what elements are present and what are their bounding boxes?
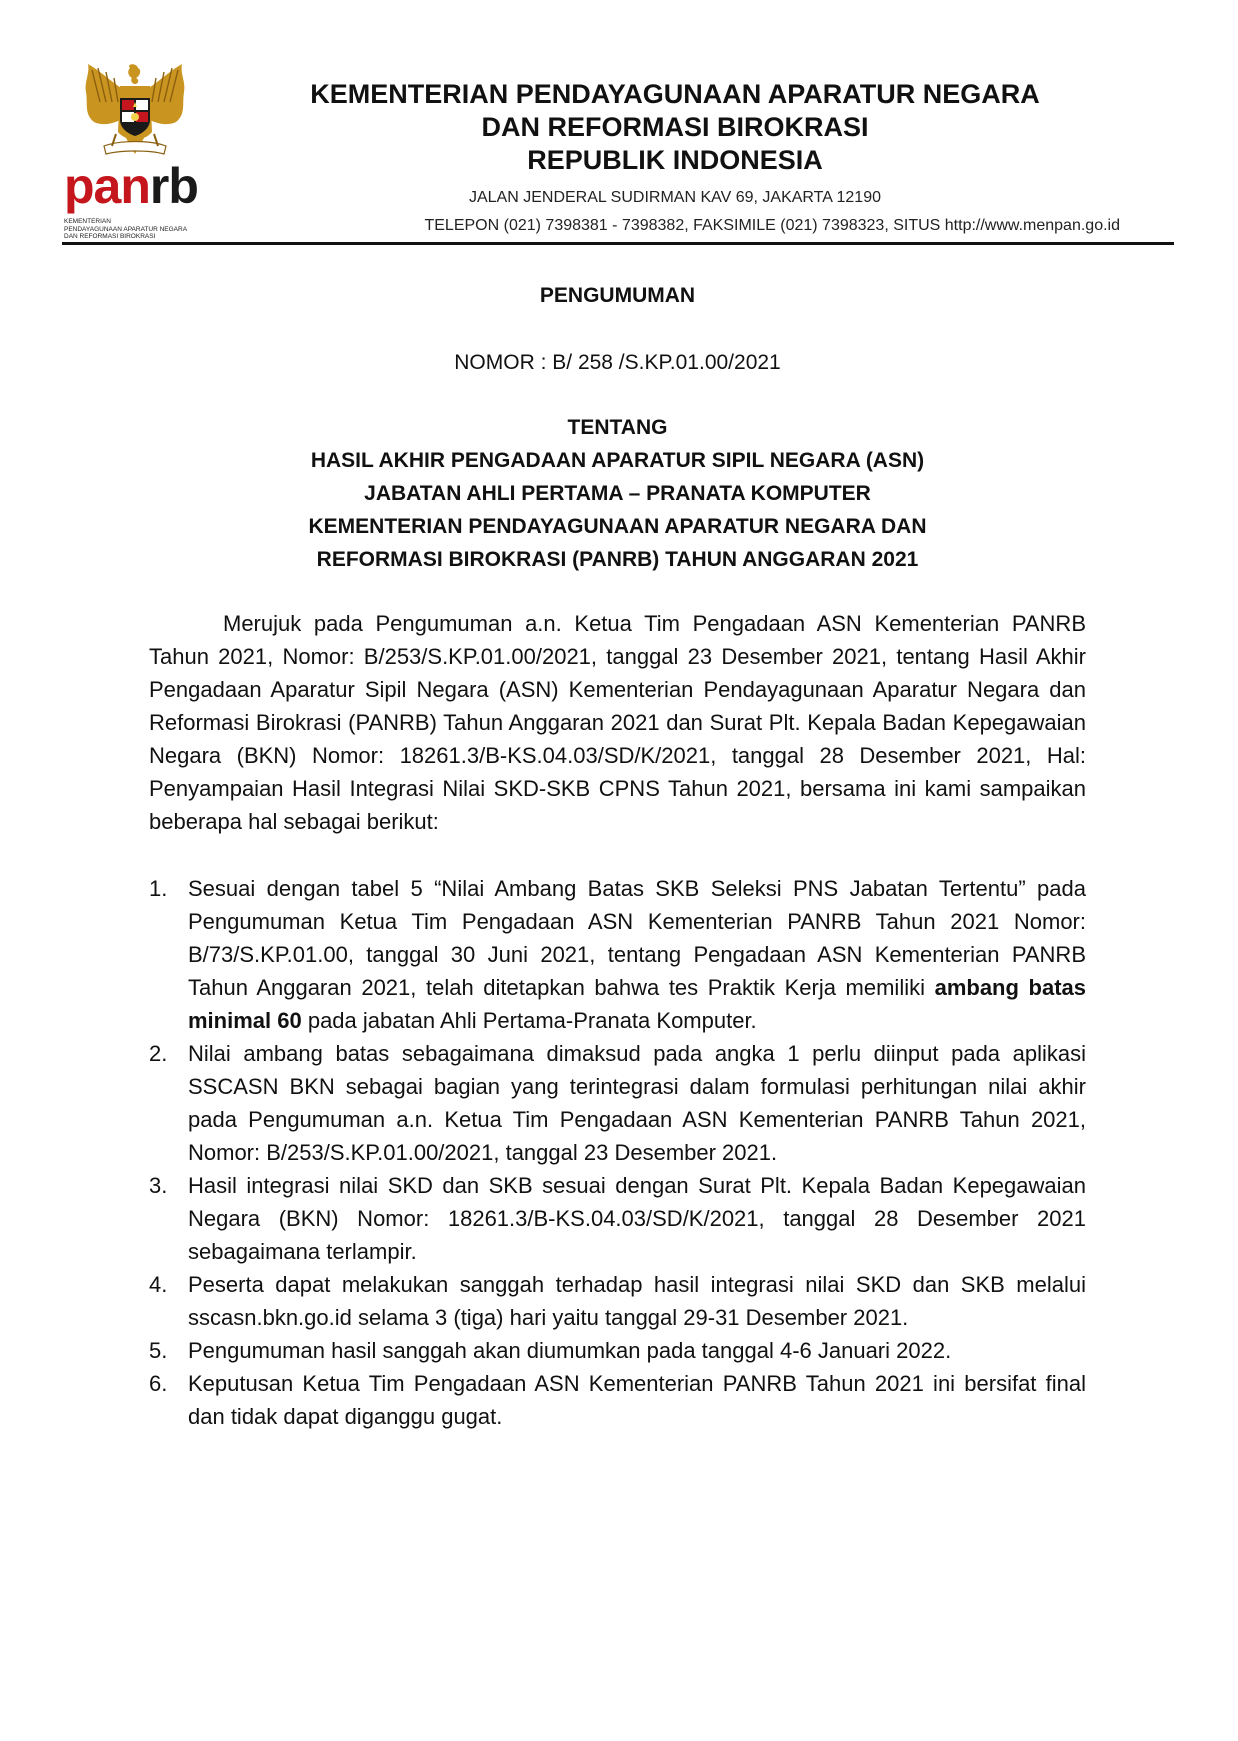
brand-subtitle-line: DAN REFORMASI BIROKRASI (64, 233, 156, 240)
announcement-subject (150, 444, 1085, 576)
subject-line: HASIL AKHIR PENGADAAN APARATUR SIPIL NEGARA (ASN) (310, 449, 925, 472)
list-item (149, 1367, 1086, 1433)
list-item (149, 1169, 1086, 1268)
brand-wordmark (64, 158, 198, 214)
brand-red-text: pan (64, 158, 150, 214)
list-item (149, 1037, 1086, 1169)
list-item (149, 872, 1086, 1037)
list-item-number: 6. (149, 1371, 168, 1396)
subject-line: REFORMASI BIROKRASI (PANRB) TAHUN ANGGARAN 2021 (316, 548, 919, 571)
list-item-number: 1. (149, 876, 168, 901)
list-item-number: 2. (149, 1041, 168, 1066)
list-item (149, 1334, 1086, 1367)
list-item-text: Keputusan Ketua Tim Pengadaan ASN Kementerian PANRB Tahun 2021 ini bersifat final dan tidak dapat diganggu gugat. (188, 1371, 1086, 1429)
org-contact: TELEPON (021) 7398381 - 7398382, FAKSIMILE (021) 7398323, SITUS http://www.menpan.go.id (424, 217, 1120, 234)
list-item-text: Sesuai dengan tabel 5 “Nilai Ambang Batas SKB Seleksi PNS Jabatan Tertentu” pada Pengumuman Ketua Tim Pengadaan ASN Kementerian PANRB Tahun 2021 Nomor: B/73/S.KP.01.00, tanggal 30 Juni 2021, tentang Pengadaan ASN Kementerian PANRB Tahun Anggaran 2021, telah ditetapkan bahwa tes Praktik Kerja memiliki (188, 876, 1086, 1000)
list-item-emphasis: ambang batas minimal 60 (188, 975, 1086, 1033)
list-item-text: Pengumuman hasil sanggah akan diumumkan pada tanggal 4-6 Januari 2022. (188, 1338, 952, 1363)
announcement-number: NOMOR : B/ 258 /S.KP.01.00/2021 (454, 351, 781, 374)
org-name (230, 78, 1120, 177)
brand-subtitle (64, 218, 244, 241)
letterhead-divider (62, 242, 1174, 245)
org-line: REPUBLIK INDONESIA (527, 145, 823, 175)
brand-dark-text: rb (149, 158, 198, 214)
panrb-logo (62, 62, 222, 252)
list-item-text: Peserta dapat melakukan sanggah terhadap hasil integrasi nilai SKD dan SKB melalui sscasn.bkn.go.id selama 3 (tiga) hari yaitu tanggal 29-31 Desember 2021. (188, 1272, 1086, 1330)
org-address: JALAN JENDERAL SUDIRMAN KAV 69, JAKARTA 12190 (468, 189, 881, 206)
announcement-tentang: TENTANG (567, 416, 668, 439)
org-line: DAN REFORMASI BIROKRASI (481, 112, 869, 142)
list-item-number: 5. (149, 1338, 168, 1363)
list-item-number: 4. (149, 1272, 168, 1297)
org-line: KEMENTERIAN PENDAYAGUNAAN APARATUR NEGARA (310, 79, 1040, 109)
numbered-list (149, 872, 1086, 1433)
list-item (149, 1268, 1086, 1334)
subject-line: JABATAN AHLI PERTAMA – PRANATA KOMPUTER (364, 482, 871, 505)
list-item-text: Nilai ambang batas sebagaimana dimaksud pada angka 1 perlu diinput pada aplikasi SSCASN BKN sebagai bagian yang terintegrasi dalam formulasi perhitungan nilai akhir pada Pengumuman a.n. Ketua Tim Pengadaan ASN Kementerian PANRB Tahun 2021, Nomor: B/253/S.KP.01.00/2021, tanggal 23 Desember 2021. (188, 1041, 1086, 1165)
brand-subtitle-line: PENDAYAGUNAAN APARATUR NEGARA (64, 225, 188, 233)
list-item-text: Hasil integrasi nilai SKD dan SKB sesuai dengan Surat Plt. Kepala Badan Kepegawaian Negara (BKN) Nomor: 18261.3/B-KS.04.03/SD/K/2021, tanggal 28 Desember 2021 sebagaimana terlampir. (188, 1173, 1086, 1264)
announcement-title: PENGUMUMAN (539, 284, 696, 307)
brand-subtitle-line: KEMENTERIAN (64, 218, 111, 225)
list-item-text-end: pada jabatan Ahli Pertama-Pranata Komputer. (301, 1008, 757, 1033)
garuda-emblem-icon (80, 62, 190, 170)
subject-line: KEMENTERIAN PENDAYAGUNAAN APARATUR NEGARA DAN (308, 515, 927, 538)
intro-paragraph: Merujuk pada Pengumuman a.n. Ketua Tim Pengadaan ASN Kementerian PANRB Tahun 2021, Nomor: B/253/S.KP.01.00/2021, tanggal 23 Desember 2021, tentang Hasil Akhir Pengadaan Aparatur Sipil Negara (ASN) Kementerian Pendayagunaan Aparatur Negara dan Reformasi Birokrasi (PANRB) Tahun Anggaran 2021 dan Surat Plt. Kepala Badan Kepegawaian Negara (BKN) Nomor: 18261.3/B-KS.04.03/SD/K/2021, tanggal 28 Desember 2021, Hal: Penyampaian Hasil Integrasi Nilai SKD-SKB CPNS Tahun 2021, bersama ini kami sampaikan beberapa hal sebagai berikut: (149, 611, 1086, 834)
list-item-number: 3. (149, 1173, 168, 1198)
